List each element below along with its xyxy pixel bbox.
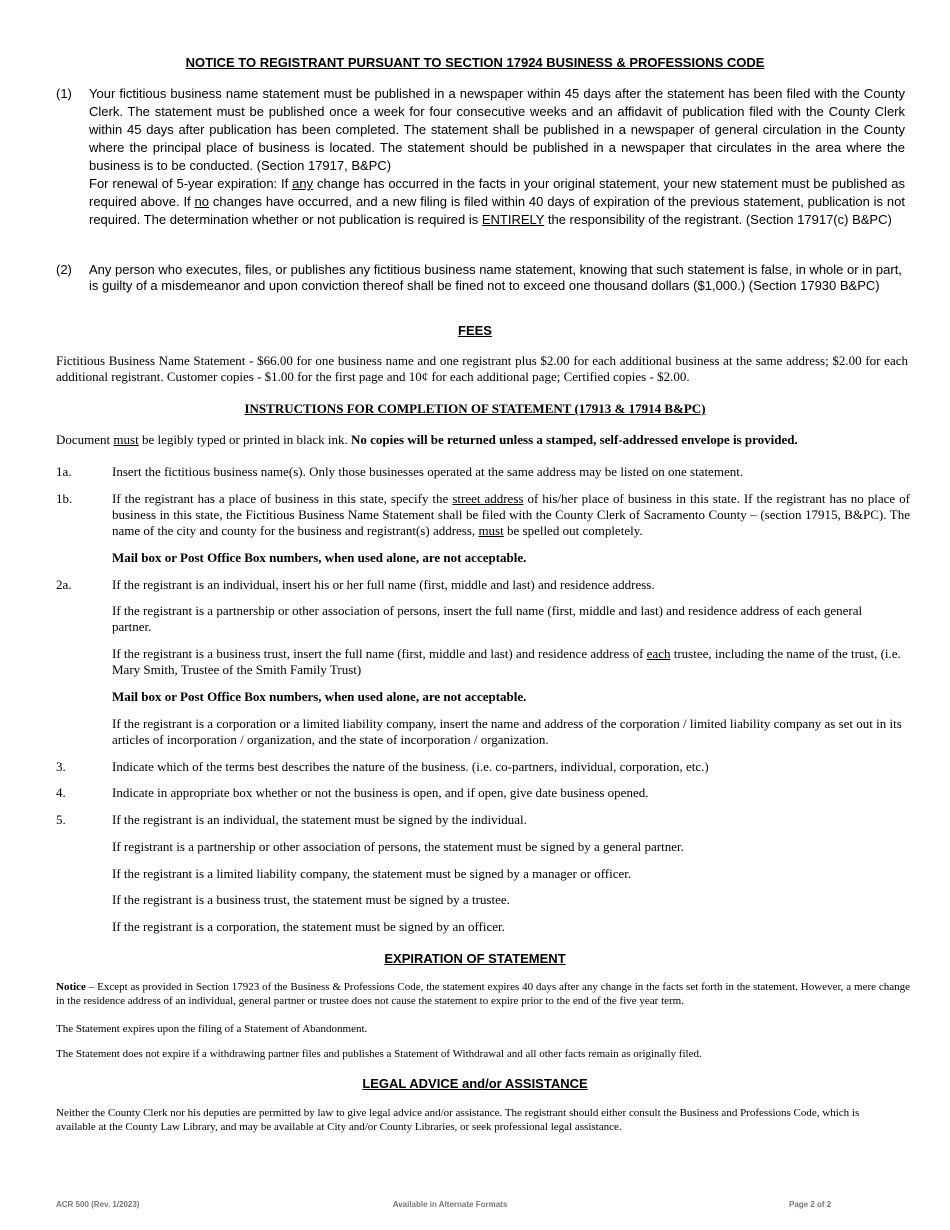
alternate-formats: Available in Alternate Formats [392,1200,508,1209]
item-text: Indicate which of the terms best describes the nature of the business. (i.e. co-partners, individual, corporation, etc.) [112,759,709,774]
item-text: If the registrant is an individual, the statement must be signed by the individual. [112,812,527,827]
item-text: If the registrant has a place of business in this state, specify the street address of his/her place of business in this state. If the registrant has no place of business in this state, the Fictitious Business Name Statement shall be filed with the County Clerk of Sacramento County – (section 17915, B&PC). The name of the city and county for the business and registrant(s) address, must be spelled out completely. [112,491,911,538]
item-text: If the registrant is an individual, insert his or her full name (first, middle and last) and residence address. [112,577,655,592]
item-text: Insert the fictitious business name(s). Only those businesses operated at the same address may be listed on one statement. [112,464,744,479]
notice-paragraph: Any person who executes, files, or publishes any fictitious business name statement, knowing that such statement is false, in whole or in part, is guilty of a misdemeanor and upon conviction thereof shall be fined not to exceed one thousand dollars ($1,000.) (Section 17930 B&PC) [89,262,902,293]
instructions-heading: INSTRUCTIONS FOR COMPLETION OF STATEMENT (17913 & 17914 B&PC) [244,401,706,416]
item-text: If the registrant is a corporation or a limited liability company, insert the name and address of the corporation / limited liability company as set out in its articles of incorporation / organization, and the state of incorporation / organization. [112,716,902,747]
fees-heading: FEES [458,323,492,338]
expiration-notice: Notice – Except as provided in Section 17923 of the Business & Professions Code, the statement expires 40 days after any change in the facts set forth in the statement. However, a mere change in the residence address of an individual, general partner or trustee does not cause the statement to expire prior to the end of the five year term. [56,981,910,1007]
item-text: If the registrant is a business trust, the statement must be signed by a trustee. [112,892,510,907]
item-text: If the registrant is a corporation, the statement must be signed by an officer. [112,919,505,934]
page-number: Page 2 of 2 [789,1200,832,1209]
form-id: ACR 500 (Rev. 1/2023) [56,1200,140,1209]
instructions-intro: Document must be legibly typed or printed in black ink. No copies will be returned unless a stamped, self-addressed envelope is provided. [56,432,798,447]
mailbox-warning: Mail box or Post Office Box numbers, when used alone, are not acceptable. [112,689,527,704]
item-number: 2a. [56,577,72,592]
legal-text: Neither the County Clerk nor his deputies are permitted by law to give legal advice and/or assistance. The registrant should either consult the Business and Professions Code, which is available at the County Law Library, and may be available at City and/or County Libraries, or seek professional legal assistance. [56,1107,860,1133]
expiration-text: The Statement does not expire if a withdrawing partner files and publishes a Statement of Withdrawal and all other facts remain as originally filed. [56,1048,702,1060]
item-text: If registrant is a partnership or other association of persons, the statement must be signed by a general partner. [112,839,684,854]
item-number: 1a. [56,464,72,479]
item-number: 5. [56,812,66,827]
notice-number: (2) [56,262,72,277]
item-number: 3. [56,759,66,774]
notice-paragraph: Your fictitious business name statement must be published in a newspaper within 45 days after the statement has been filed with the County Clerk. The statement must be published once a week for four consecutive weeks and an affidavit of publication filed with the County Clerk within 45 days after publication has been completed. The statement shall be published in a newspaper of general circulation in the County where the principal place of business is located. The statement should be published in a newspaper that circulates in the area where the business is to be conducted. (Section 17917, B&PC) [89,86,905,173]
item-text: If the registrant is a limited liability company, the statement must be signed by a manager or officer. [112,866,632,881]
legal-heading: LEGAL ADVICE and/or ASSISTANCE [362,1076,588,1091]
fees-text: Fictitious Business Name Statement - $66.00 for one business name and one registrant plus $2.00 for each additional business at the same address; $2.00 for each additional registrant. Customer copies - $1.00 for the first page and 10¢ for each additional page; Certified copies - $2.00. [56,353,908,384]
expiration-text: The Statement expires upon the filing of a Statement of Abandonment. [56,1023,368,1035]
notice-number: (1) [56,86,72,101]
mailbox-warning: Mail box or Post Office Box numbers, when used alone, are not acceptable. [112,550,527,565]
item-number: 1b. [56,491,73,506]
item-text: If the registrant is a partnership or other association of persons, insert the full name (first, middle and last) and residence address of each general partner. [112,603,863,634]
item-number: 4. [56,785,66,800]
item-text: Indicate in appropriate box whether or not the business is open, and if open, give date business opened. [112,785,649,800]
expiration-heading: EXPIRATION OF STATEMENT [384,951,566,966]
main-title: NOTICE TO REGISTRANT PURSUANT TO SECTION 17924 BUSINESS & PROFESSIONS CODE [185,55,765,70]
item-text: If the registrant is a business trust, insert the full name (first, middle and last) and residence address of each trustee, including the name of the trust, (i.e. Mary Smith, Trustee of the Smith Family Trust) [112,646,901,677]
renewal-paragraph: For renewal of 5-year expiration: If any change has occurred in the facts in your original statement, your new statement must be published as required above. If no changes have occurred, and a new filing is filed within 40 days of expiration of the previous statement, publication is not required. The determination whether or not publication is required is ENTIRELY the responsibility of the registrant. (Section 17917(c) B&PC) [89,176,905,227]
